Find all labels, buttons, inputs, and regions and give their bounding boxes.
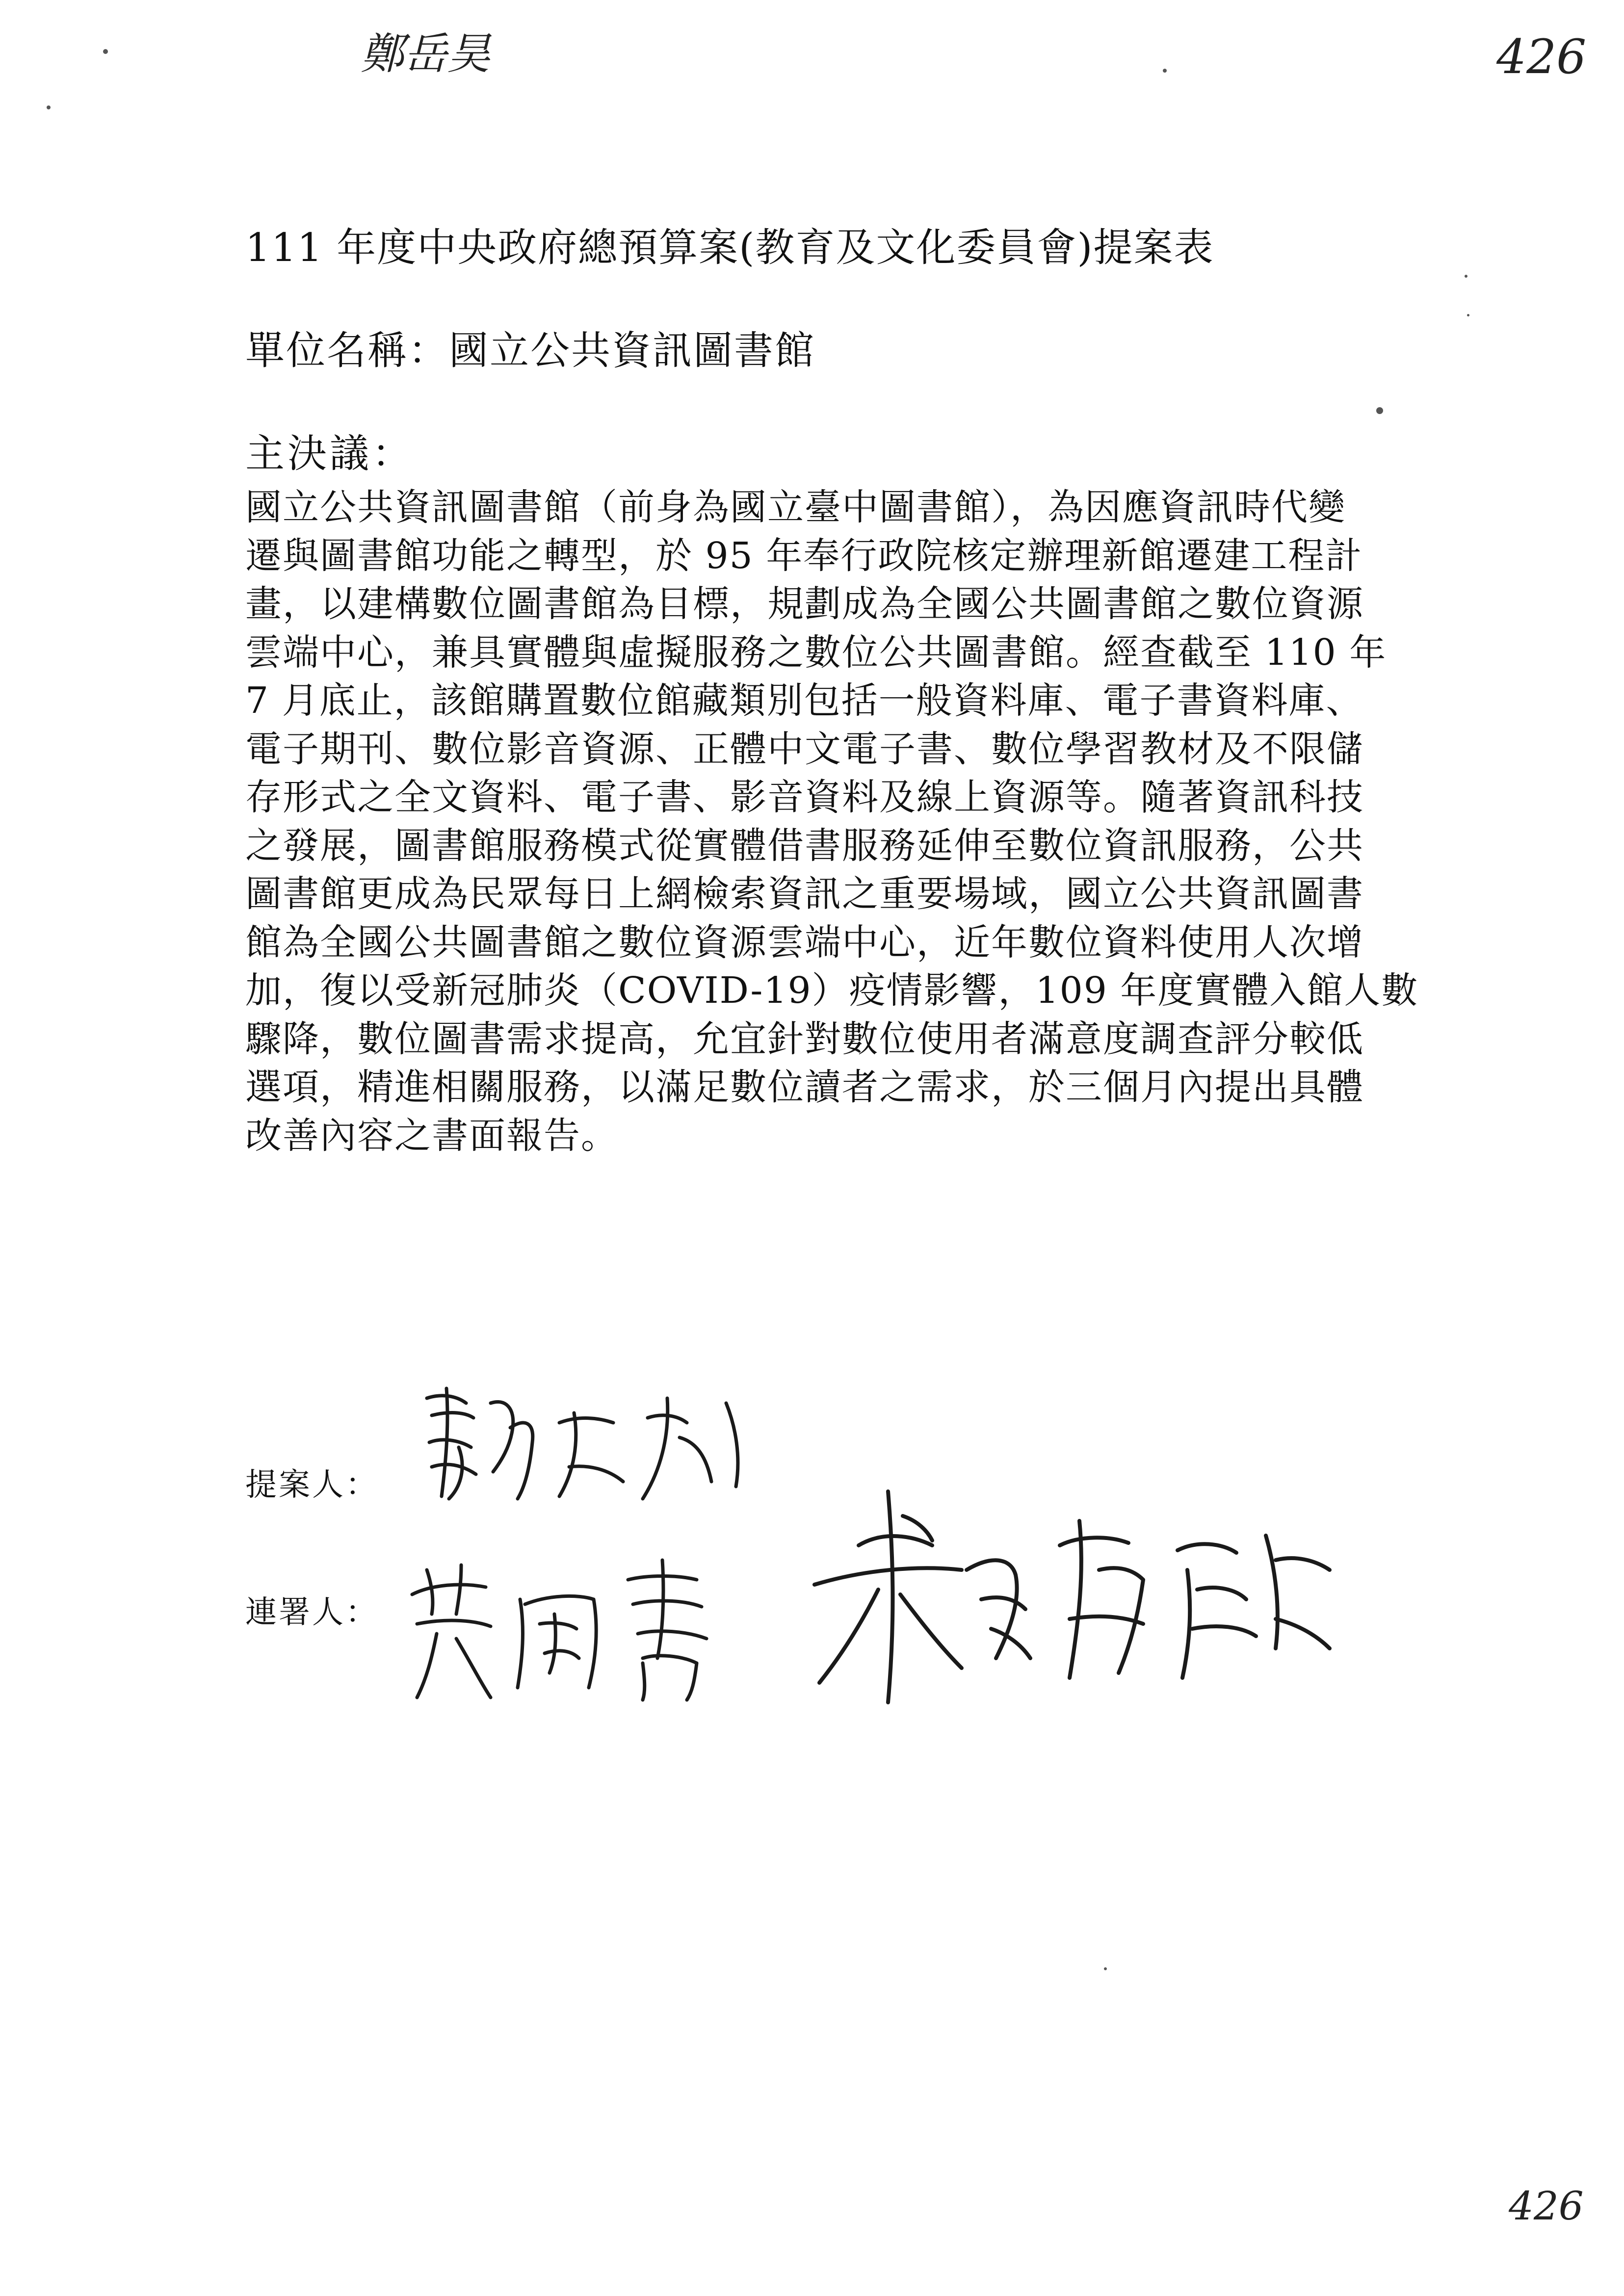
main-resolution-label: 主決議：	[245, 431, 414, 476]
body-line: 圖書館更成為民眾每日上網檢索資訊之重要場域，國立公共資訊圖書	[245, 873, 1364, 915]
proposer-signature	[412, 1369, 765, 1516]
body-line: 電子期刊、數位影音資源、正體中文電子書、數位學習教材及不限儲	[245, 728, 1364, 770]
resolution-body	[245, 483, 1419, 1160]
unit-name-line: 單位名稱：國立公共資訊圖書館	[245, 328, 815, 373]
document-title: 111 年度中央政府總預算案(教育及文化委員會)提案表	[245, 225, 1214, 270]
body-line: 遷與圖書館功能之轉型，於 95 年奉行政院核定辦理新館遷建工程計	[245, 534, 1363, 577]
body-line: 改善內容之書面報告。	[245, 1114, 618, 1157]
body-line: 國立公共資訊圖書館（前身為國立臺中圖書館），為因應資訊時代變	[245, 486, 1346, 528]
body-line: 加，復以受新冠肺炎（COVID-19）疫情影響，109 年度實體入館人數	[245, 969, 1419, 1012]
body-line: 驟降，數位圖書需求提高，允宜針對數位使用者滿意度調查評分較低	[245, 1018, 1364, 1060]
proposer-label: 提案人：	[245, 1467, 379, 1503]
body-line: 畫，以建構數位圖書館為目標，規劃成為全國公共圖書館之數位資源	[245, 583, 1364, 625]
body-line: 雲端中心，兼具實體與虛擬服務之數位公共圖書館。經查截至 110 年	[245, 631, 1387, 674]
cosigner-signature-1	[402, 1540, 736, 1707]
page-number-top: 426	[1496, 29, 1587, 84]
body-line: 選項，精進相關服務，以滿足數位讀者之需求，於三個月內提出具體	[245, 1066, 1364, 1108]
cosigner-label: 連署人：	[245, 1594, 379, 1631]
page-number-bottom: 426	[1509, 2183, 1584, 2229]
body-line: 館為全國公共圖書館之數位資源雲端中心，近年數位資料使用人次增	[245, 921, 1364, 964]
body-line: 7 月底止，該館購置數位館藏類別包括一般資料庫、電子書資料庫、	[245, 679, 1363, 722]
handwritten-name-annotation: 鄭岳昊	[361, 28, 491, 79]
body-line: 存形式之全文資料、電子書、影音資料及線上資源等。隨著資訊科技	[245, 776, 1364, 818]
body-line: 之發展，圖書館服務模式從實體借書服務延伸至數位資訊服務，公共	[245, 824, 1364, 867]
cosigner-signature-2	[805, 1472, 1339, 1717]
